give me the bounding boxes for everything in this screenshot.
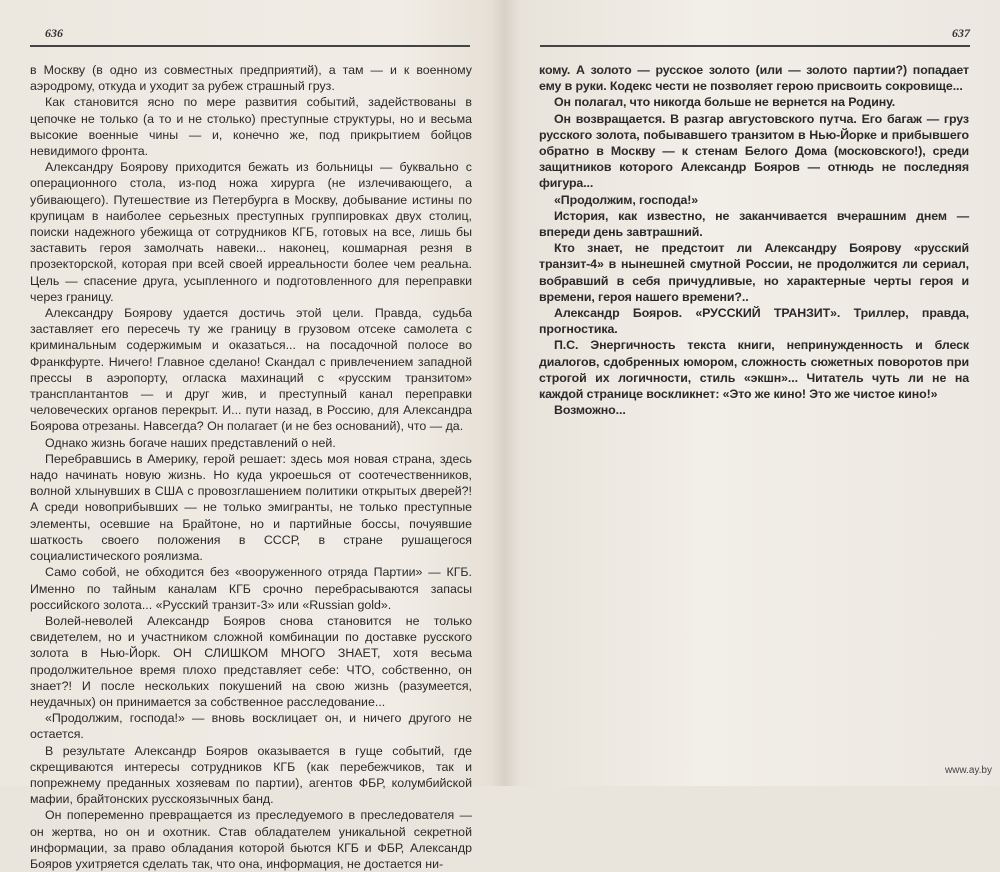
header-rule-right (540, 45, 970, 47)
paragraph: Он попеременно превращается из преследуемого в преследователя — он жертва, но он и охотник. Став обладателем уникальной секретной информации, за право обладания которой бьются КГБ и ФБР, Александр Бояров ухитряется сделать так, что она, информация, не достается ни- (30, 808, 472, 871)
page-number-right: 637 (952, 26, 970, 40)
right-page (500, 0, 1000, 786)
paragraph: В результате Александр Бояров оказывается в гуще событий, где скрещиваются интересы сотрудников КГБ (как перебежчиков, так и попрежнему преданных хозяевам по партии), агентов ФБР, колумбийской мафии, брайтонских русскоязычных банд. (30, 743, 472, 807)
paragraph: Однако жизнь богаче наших представлений о ней. (45, 435, 336, 450)
left-page (0, 0, 500, 871)
paragraph: «Продолжим, господа!» — вновь восклицает он, и ничего другого не остается. (30, 711, 472, 742)
paragraph: П.С. Энергичность текста книги, непринужденность и блеск диалогов, сдобренных юмором, сложность сюжетных поворотов при строгой их логичности, стиль «экшн»... Читатель чуть ли не на каждой странице воскликнет: «Это же кино! Это же чистое кино!» (539, 338, 969, 402)
header-rule-left (30, 45, 470, 47)
right-page-text (539, 62, 969, 418)
paragraph: Александру Боярову приходится бежать из больницы — буквально с операционного стола, из-под ножа хирурга (не излечивающего, а убивающего). Путешествие из Петербурга в Москву, добывание истины по крупицам в наиболее серьезных преступных группировках двух столиц, поиски надежного убежища от сотрудников КГБ, готовых на все, лишь бы заставить героя замолчать навеки... наконец, кошмарная резня в прозекторской, которая при всей своей ирреальности более чем реальна. Цель — спасение друга, усыпленного и подготовленного для переправки через границу. (30, 160, 472, 304)
page-number-left: 636 (45, 26, 63, 40)
paragraph: «Продолжим, господа!» (554, 192, 699, 207)
paragraph: История, как известно, не заканчивается вчерашним днем — впереди день завтрашний. (539, 208, 969, 240)
watermark: www.ay.by (944, 765, 992, 776)
paragraph: Само собой, не обходится без «вооруженного отряда Партии» — КГБ. Именно по тайным каналам КГБ срочно перебрасываются запасы российского золота... «Русский транзит-3» или «Russian gold». (30, 565, 472, 612)
paragraph: Он полагал, что никогда больше не вернется на Родину. (554, 95, 896, 110)
paragraph: Он возвращается. В разгар августовского путча. Его багаж — груз русского золота, побывавшего транзитом в Нью-Йорке и прибывшего обратно в Москву — к стенам Белого Дома (московского!), среди защитников которого Александр Бояров — отнюдь не последняя фигура... (539, 111, 969, 191)
paragraph: Александр Бояров. «РУССКИЙ ТРАНЗИТ». Триллер, правда, прогностика. (539, 306, 969, 337)
paragraph: Александру Боярову удается достичь этой цели. Правда, судьба заставляет его пересечь ту же границу в грузовом отсеке самолета с криминальным содержимым и оказаться... на посадочной полосе во Франкфурте. Ничего! Главное сделано! Скандал с привлечением западной прессы в аэропорту, огласка махинаций с «русским транзитом» трансплантантов — и друг жив, и преступный канал переправки человеческих органов перекрыт. И... пути назад, в Россию, для Александра Боярова отрезаны. Навсегда? Он полагает (и не без оснований), что — да. (30, 306, 472, 434)
paragraph: в Москву (в одно из совместных предприятий), а там — и к военному аэродрому, откуда и уходит за рубеж страшный груз. (30, 63, 472, 94)
paragraph: Волей-неволей Александр Бояров снова становится не только свидетелем, но и участником сложной комбинации по доставке русского золота в Нью-Йорк. ОН СЛИШКОМ МНОГО ЗНАЕТ, хотя весьма продолжительное время плохо представляет себе: ЧТО, собственно, он знает?! И после нескольких покушений на свою жизнь (разумеется, неудачных) он принимается за собственное расследование... (30, 613, 472, 709)
paragraph: Как становится ясно по мере развития событий, задействованы в цепочке не только (а то и не столько) преступные структуры, но и весьма высокие военные чины — и, конечно же, под прикрытием бойцов невидимого фронта. (30, 95, 472, 159)
paragraph: Перебравшись в Америку, герой решает: здесь моя новая страна, здесь надо начинать новую жизнь. Но куда укроешься от соотечественников, волной хлынувших в США с провозглашением политики открытых дверей?! А среди новоприбывших — не только эмигранты, не только преступные элементы, осевшие на Брайтоне, но и партийные боссы, почуявшие шаткость своего положения в СССР, в стране рушащегося социалистического роялизма. (30, 451, 472, 564)
left-page-text (30, 62, 472, 872)
paragraph: Кто знает, не предстоит ли Александру Боярову «русский транзит-4» в нынешней смутной России, не продолжится ли сериал, вобравший в себя причудливые, но характерные черты героя и времени, героя нашего времени?.. (539, 241, 969, 304)
paragraph-continued: кому. А золото — русское золото (или — золото партии?) попадает ему в руки. Кодекс чести не позволяет герою присвоить сокровище... (539, 63, 969, 94)
paragraph: Возможно... (554, 403, 626, 418)
